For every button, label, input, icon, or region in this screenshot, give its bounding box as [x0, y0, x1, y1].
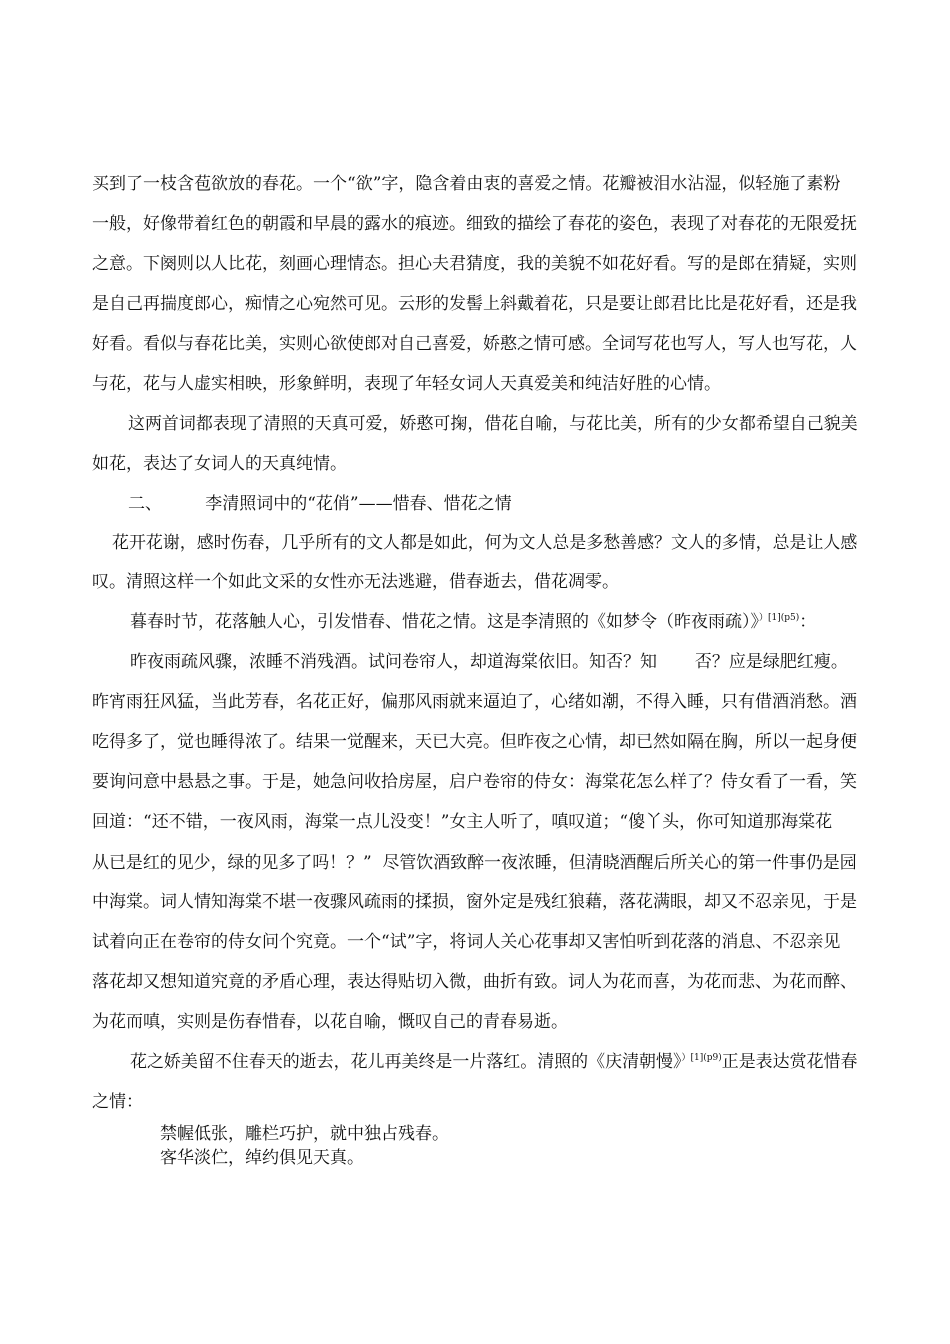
text-line: 吃得多了，觉也睡得浓了。结果一觉醒来，天已大亮。但昨夜之心情，却已然如隔在胸，所以一起身便 [92, 732, 857, 752]
text-line: 是自己再揣度郎心，痴情之心宛然可见。云形的发髻上斜戴着花，只是要让郎君比比是花好看，还是我 [92, 294, 857, 314]
text-line: 好看。看似与春花比美，实则心欲使郎对自己喜爱，娇憨之情可感。全词写花也写人，写人也写花，人 [92, 334, 857, 354]
citation-superscript: ）[1](p5) [759, 613, 800, 623]
citation-superscript: ）[1](p9) [681, 1053, 722, 1063]
text-line: 买到了一枝含苞欲放的春花。一个“欲”字，隐含着由衷的喜爱之情。花瓣被泪水沾湿，似轻施了素粉 [92, 174, 841, 194]
text-line: 中海棠。词人情知海棠不堪一夜骤风疏雨的揉损，窗外定是残红狼藉，落花满眼，却又不忍亲见，于是 [92, 892, 857, 912]
poem-line: 昨夜雨疏风骤，浓睡不消残酒。试问卷帘人，却道海棠依旧。知否？知 否？应是绿肥红瘦。 [130, 652, 848, 672]
text-line: 从已是红的见少，绿的见多了吗！？” 尽管饮酒致醉一夜浓睡，但清晓酒醒后所关心的第一件事仍是园 [92, 852, 857, 872]
citation-line [130, 1051, 858, 1076]
text-line: 试着向正在卷帘的侍女问个究竟。一个“试”字，将词人关心花事却又害怕听到花落的消息、不忍亲见 [92, 932, 841, 952]
text-segment: 正是表达赏花惜春 [721, 1052, 858, 1072]
text-segment: ： [799, 612, 817, 632]
citation-line [130, 611, 816, 636]
text-line: 之情： [92, 1092, 143, 1112]
text-line: 叹。清照这样一个如此文采的女性亦无法逃避，借春逝去，借花凋零。 [92, 572, 619, 592]
poem-line: 禁幄低张，雕栏巧护，就中独占残春。 [160, 1124, 449, 1144]
section-heading: 二、 李清照词中的“花俏”——惜春、惜花之情 [128, 494, 512, 514]
text-line: 这两首词都表现了清照的天真可爱，娇憨可掬，借花自喻，与花比美，所有的少女都希望自己貌美 [128, 414, 858, 434]
text-line: 回道：“还不错，一夜风雨，海棠一点儿没变！”女主人听了，嗔叹道；“傻丫头，你可知道那海棠花 [92, 812, 833, 832]
text-segment: 暮春时节，花落触人心，引发惜春、惜花之情。这是李清照的《如梦令（昨夜雨疏）》 [130, 612, 759, 632]
text-line: 要询问意中悬悬之事。于是，她急问收拾房屋，启户卷帘的侍女：海棠花怎么样了？侍女看了一看，笑 [92, 772, 857, 792]
text-line: 之意。下阕则以人比花，刻画心理情态。担心夫君猜度，我的美貌不如花好看。写的是郎在猜疑，实则 [92, 254, 857, 274]
text-line: 为花而嗔，实则是伤春惜春，以花自喻，慨叹自己的青春易逝。 [92, 1012, 568, 1032]
text-line: 如花，表达了女词人的天真纯情。 [92, 454, 347, 474]
text-line: 落花却又想知道究竟的矛盾心理，表达得贴切入微，曲折有致。词人为花而喜，为花而悲、为花而醉、 [92, 972, 857, 992]
text-line: 与花，花与人虚实相映，形象鲜明，表现了年轻女词人天真爱美和纯洁好胜的心情。 [92, 374, 721, 394]
poem-line: 客华淡伫，绰约俱见天真。 [160, 1148, 364, 1168]
text-segment: 花之娇美留不住春天的逝去，花儿再美终是一片落红。清照的《庆清朝慢》 [130, 1052, 682, 1072]
text-line: 昨宵雨狂风猛，当此芳春，名花正好，偏那风雨就来逼迫了，心绪如潮，不得入睡，只有借酒消愁。酒 [92, 692, 857, 712]
text-line: 花开花谢，感时伤春，几乎所有的文人都是如此，何为文人总是多愁善感？文人的多情，总是让人感 [112, 532, 858, 552]
text-line: 一般，好像带着红色的朝霞和早晨的露水的痕迹。细致的描绘了春花的姿色，表现了对春花的无限爱抚 [92, 214, 857, 234]
